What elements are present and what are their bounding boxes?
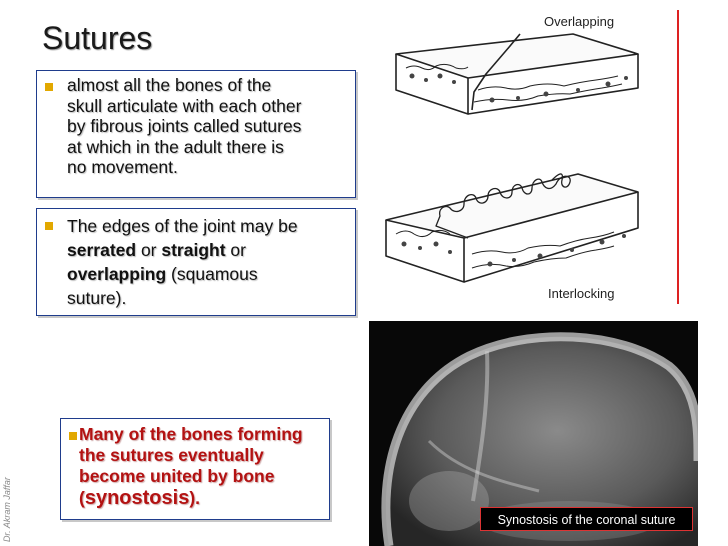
term-overlapping: overlapping	[67, 264, 167, 284]
bullet-square-icon	[45, 222, 53, 230]
bullet-text-articulation: almost all the bones of the skull articulate with each other by fibrous joints called sutures at which in the adult there is no movement.	[67, 75, 302, 178]
term-synostosis: synostosis	[84, 487, 190, 509]
bullet-box-articulation	[36, 70, 356, 198]
xray-caption: Synostosis of the coronal suture	[480, 507, 693, 531]
bullet-square-icon	[45, 83, 53, 91]
accent-rule	[677, 10, 679, 304]
bullet-text-synostosis: Many of the bones forming the sutures eventually become united by bone (synostosis).	[79, 424, 303, 509]
suture-diagram-drawing	[368, 6, 673, 306]
label-interlocking: Interlocking	[548, 286, 615, 301]
bullet-box-joint-edges	[36, 208, 356, 316]
slide-title: Sutures	[42, 20, 153, 56]
bullet-square-icon	[69, 432, 77, 440]
suture-diagram	[368, 6, 673, 306]
term-straight: straight	[161, 240, 226, 260]
term-serrated: serrated	[67, 240, 137, 260]
bullet-text-joint-edges: The edges of the joint may be serrated or straight or overlapping (squamous suture).	[67, 216, 298, 308]
bullet-box-synostosis	[60, 418, 330, 520]
author-watermark: Dr. Akram Jaffar	[2, 477, 12, 542]
label-overlapping: Overlapping	[544, 14, 615, 29]
